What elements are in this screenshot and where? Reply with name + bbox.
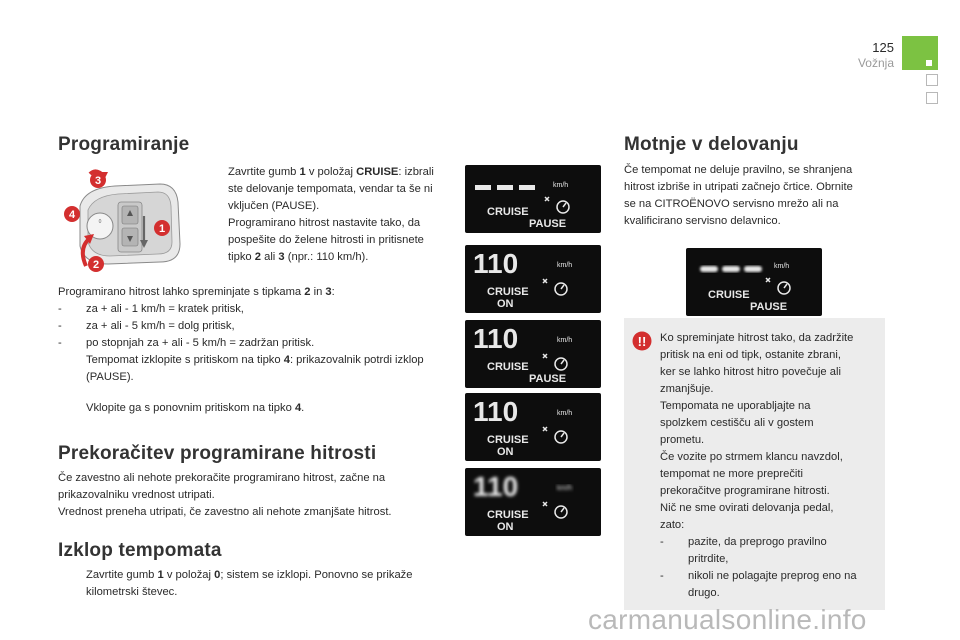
svg-text:CRUISE: CRUISE bbox=[487, 509, 529, 521]
display-cruise-pause-speed bbox=[465, 320, 601, 388]
svg-text:ON: ON bbox=[497, 446, 514, 458]
svg-text:PAUSE: PAUSE bbox=[750, 301, 788, 313]
heading-prekoracitev: Prekoračitev programirane hitrosti bbox=[58, 443, 377, 464]
svg-text:CRUISE: CRUISE bbox=[487, 361, 529, 373]
arrow-icon bbox=[543, 354, 547, 358]
motnje-text: Če tempomat ne deluje pravilno, se shranjena hitrost izbriše in utripati začnejo črtice. Obrnite se na CITROËNOVO servisno mrežo ali na kvalificirano servisno delavnico. bbox=[624, 164, 853, 227]
svg-text:km/h: km/h bbox=[557, 485, 573, 492]
svg-text:PAUSE: PAUSE bbox=[529, 373, 567, 385]
svg-text:CRUISE: CRUISE bbox=[708, 289, 750, 301]
list-item: - za + ali - 1 km/h = kratek pritisk, bbox=[58, 303, 244, 315]
arrow-icon bbox=[545, 197, 549, 201]
warning-text: Ko spreminjate hitrost tako, da zadržite pritisk na eni od tipk, ostanite zbrani, ker se lahko hitrost hitro povečuje ali zmanjšuje. Tempomata ne uporabljajte na spolzkem cestišču ali v gostem prometu. Če vozite po strmem klancu navzdol, tempomat ne more preprečiti prekoračitve programirane hitrosti. Nič ne sme ovirati delovanja pedal, zato: - pazite, da preprogo pravilno pritrdite, - nikoli ne polagajte preprog eno na drugo. bbox=[660, 330, 878, 602]
heading-izklop: Izklop tempomata bbox=[58, 540, 222, 561]
arrow-icon bbox=[543, 502, 547, 506]
step-pause: Tempomat izklopite s pritiskom na tipko 4: prikazovalnik potrdi izklop (PAUSE). bbox=[86, 354, 424, 383]
callout-3-label: 3 bbox=[94, 175, 102, 187]
arrow-icon bbox=[543, 427, 547, 431]
svg-text:km/h: km/h bbox=[774, 263, 790, 270]
chapter-tab[interactable] bbox=[926, 92, 938, 104]
list-item: - pazite, da preprogo pravilno pritrdite, bbox=[660, 536, 827, 565]
svg-text:CRUISE: CRUISE bbox=[487, 206, 529, 218]
step-switch-off: Zavrtite gumb 1 v položaj 0; sistem se izklopi. Ponovno se prikaže kilometrski števec. bbox=[86, 569, 413, 598]
svg-text:110: 110 bbox=[473, 323, 519, 354]
svg-text:km/h: km/h bbox=[557, 337, 573, 344]
section-label: Vožnja bbox=[857, 56, 894, 70]
callout-1-label: 1 bbox=[158, 223, 166, 235]
display-cruise-on-flashing bbox=[465, 468, 601, 536]
step-set-speed: Programirano hitrost nastavite tako, da pospešite do želene hitrosti in pritisnete tipko 2 ali 3 (npr.: 110 km/h). bbox=[228, 217, 424, 263]
tab-dot bbox=[926, 60, 932, 66]
display-cruise-pause-dashes bbox=[465, 165, 601, 233]
callout-2-label: 2 bbox=[92, 259, 100, 271]
display-cruise-on-2 bbox=[465, 393, 601, 461]
page-number: 125 bbox=[872, 40, 894, 55]
prekoracitev-text: Če zavestno ali nehote prekoračite programirano hitrost, začne na prikazovalniku vrednost utripati. Vrednost preneha utripati, če zavestno ali nehote zmanjšate hitrost. bbox=[58, 472, 392, 518]
programiranje-modify bbox=[58, 284, 460, 417]
svg-text:0: 0 bbox=[98, 219, 102, 225]
svg-text:110: 110 bbox=[473, 471, 519, 502]
cruise-stalk-illustration bbox=[60, 166, 190, 276]
svg-text:110: 110 bbox=[473, 248, 519, 279]
warning-icon bbox=[632, 330, 652, 354]
display-cruise-on bbox=[465, 245, 601, 313]
display-fault-dashes bbox=[686, 248, 822, 316]
svg-text:km/h: km/h bbox=[557, 410, 573, 417]
heading-programiranje: Programiranje bbox=[58, 134, 190, 155]
svg-text:CRUISE: CRUISE bbox=[487, 434, 529, 446]
svg-text:PAUSE: PAUSE bbox=[529, 218, 567, 230]
svg-text:km/h: km/h bbox=[557, 262, 573, 269]
chapter-tab-active[interactable] bbox=[902, 36, 938, 70]
list-item: - nikoli ne polagajte preprog eno na drugo. bbox=[660, 570, 857, 599]
izklop-text bbox=[58, 567, 460, 601]
modify-intro: Programirano hitrost lahko spreminjate s tipkama 2 in 3: bbox=[58, 286, 335, 298]
svg-text:110: 110 bbox=[473, 396, 519, 427]
svg-text:ON: ON bbox=[497, 521, 514, 533]
svg-text:km/h: km/h bbox=[553, 182, 569, 189]
arrow-icon bbox=[543, 279, 547, 283]
watermark: carmanualsonline.info bbox=[588, 604, 867, 635]
programiranje-steps bbox=[200, 164, 460, 266]
heading-motnje: Motnje v delovanju bbox=[624, 134, 799, 155]
callout-4-label: 4 bbox=[68, 209, 76, 221]
arrow-icon bbox=[766, 278, 770, 282]
step-rotate-knob: Zavrtite gumb 1 v položaj CRUISE: izbrali ste delovanje tempomata, vendar ta še ni vključen (PAUSE). bbox=[228, 166, 434, 212]
chapter-tab[interactable] bbox=[926, 74, 938, 86]
svg-text:ON: ON bbox=[497, 298, 514, 310]
svg-text:CRUISE: CRUISE bbox=[487, 286, 529, 298]
step-resume: Vklopite ga s ponovnim pritiskom na tipko 4. bbox=[86, 402, 305, 414]
list-item: - za + ali - 5 km/h = dolg pritisk, bbox=[58, 320, 235, 332]
svg-text:!!: !! bbox=[637, 334, 647, 349]
list-item: - po stopnjah za + ali - 5 km/h = zadržan pritisk. bbox=[58, 337, 315, 349]
